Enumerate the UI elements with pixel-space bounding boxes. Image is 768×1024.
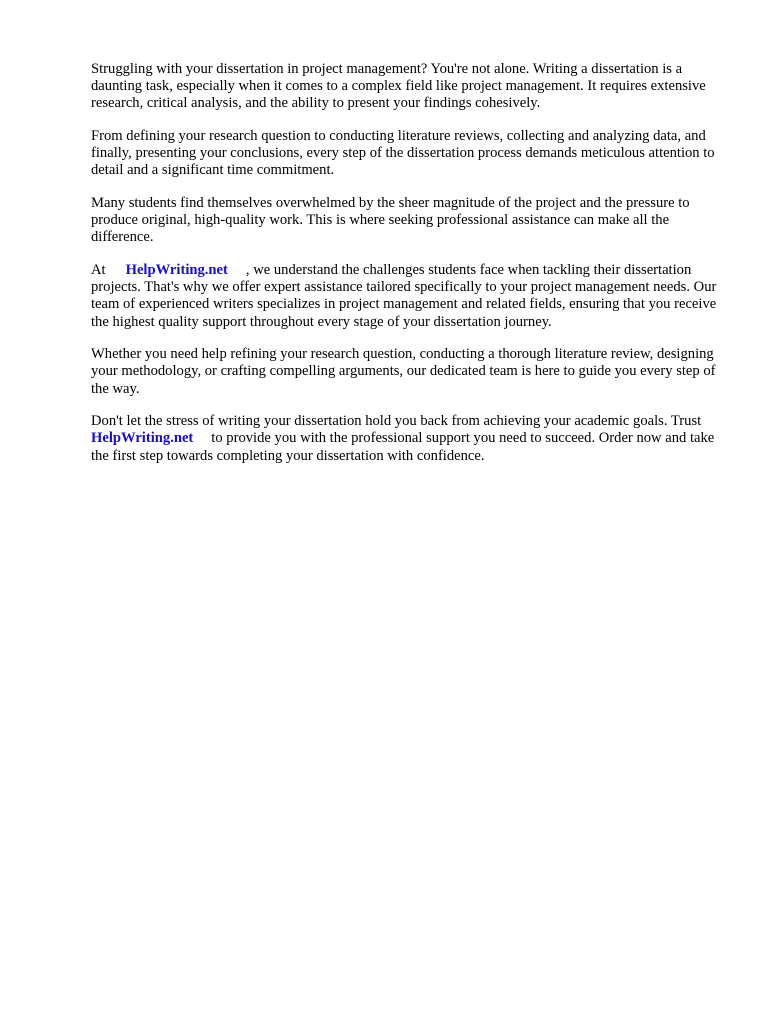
paragraph-about-body-text: , we understand the challenges students face when tackling their dissertation projects. That's why we offer expert assistance tailored specifically to your project management needs. Our team of experienced writers specializes in project management and related fields, ensuring that you receive the highest quality support throughout every stage of your dissertation journey. [91, 262, 717, 330]
paragraph-process: From defining your research question to conducting literature reviews, collecting and analyzing data, and finally, presenting your conclusions, every step of the dissertation process demands meticulous attention to detail and a significant time commitment. [91, 128, 715, 179]
paragraph-help-options: Whether you need help refining your research question, conducting a thorough literature review, designing your methodology, or crafting compelling arguments, our dedicated team is here to guide you every step of the way. [91, 346, 716, 397]
paragraph-about-lead-text: At [91, 262, 106, 278]
helpwriting-link[interactable]: HelpWriting.net [125, 262, 228, 278]
paragraph-overwhelmed: Many students find themselves overwhelmed by the sheer magnitude of the project and the pressure to produce original, high-quality work. This is where seeking professional assistance can make all the difference. [91, 195, 690, 246]
paragraph-about-service [91, 262, 727, 331]
paragraph-call-to-action [91, 413, 727, 465]
paragraph-cta-lead-text: Don't let the stress of writing your dissertation hold you back from achieving your academic goals. Trust [91, 413, 702, 430]
paragraph-cta-body-text: to provide you with the professional support you need to succeed. Order now and take the first step towards completing your dissertation with confidence. [91, 430, 715, 464]
document-body [91, 61, 727, 480]
paragraph-intro: Struggling with your dissertation in project management? You're not alone. Writing a dissertation is a daunting task, especially when it comes to a complex field like project management. It requires extensive research, critical analysis, and the ability to present your findings cohesively. [91, 61, 706, 112]
helpwriting-link-trust[interactable]: HelpWriting.net [91, 430, 194, 447]
